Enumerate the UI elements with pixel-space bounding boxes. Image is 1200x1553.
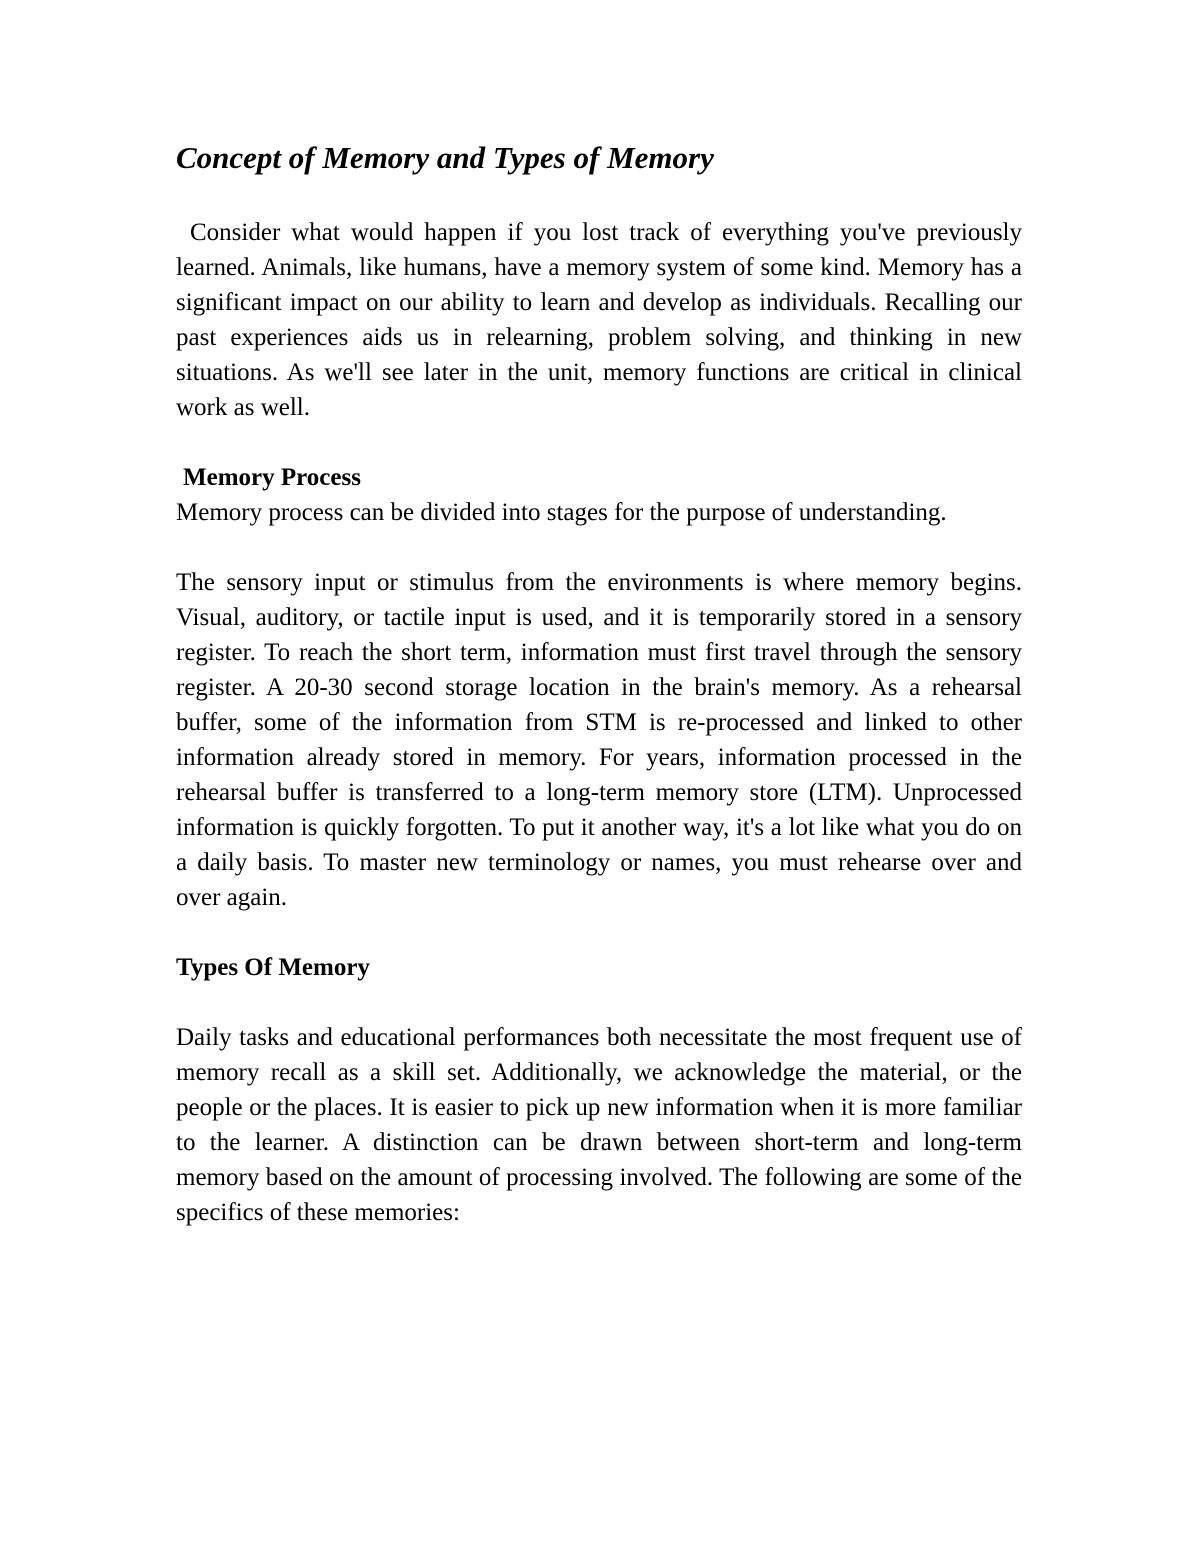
sensory-input-paragraph: The sensory input or stimulus from the environments is where memory begins. Visual, auditory, or tactile input is used, and it is temporarily stored in a sensory register. To reach the short term, information must first travel through the sensory register. A 20-30 second storage location in the brain's memory. As a rehearsal buffer, some of the information from STM is re-processed and linked to other information already stored in memory. For years, information processed in the rehearsal buffer is transferred to a long-term memory store (LTM). Unprocessed information is quickly forgotten. To put it another way, it's a lot like what you do on a daily basis. To master new terminology or names, you must rehearse over and over again. (176, 569, 1022, 911)
document-title: Concept of Memory and Types of Memory (176, 140, 714, 175)
document-body (176, 138, 1022, 1230)
types-of-memory-paragraph: Daily tasks and educational performances both necessitate the most frequent use of memory recall as a skill set. Additionally, we acknowledge the material, or the people or the places. It is easier to pick up new information when it is more familiar to the learner. A distinction can be drawn between short-term and long-term memory based on the amount of processing involved. The following are some of the specifics of these memories: (176, 1024, 1022, 1226)
memory-process-heading: Memory Process (183, 464, 361, 491)
intro-paragraph: Consider what would happen if you lost track of everything you've previously learned. Animals, like humans, have a memory system of some kind. Memory has a significant impact on our ability to learn and develop as individuals. Recalling our past experiences aids us in relearning, problem solving, and thinking in new situations. As we'll see later in the unit, memory functions are critical in clinical work as well. (176, 219, 1022, 421)
memory-process-paragraph: Memory process can be divided into stages for the purpose of understanding. (176, 499, 947, 526)
types-of-memory-heading: Types Of Memory (176, 954, 370, 981)
